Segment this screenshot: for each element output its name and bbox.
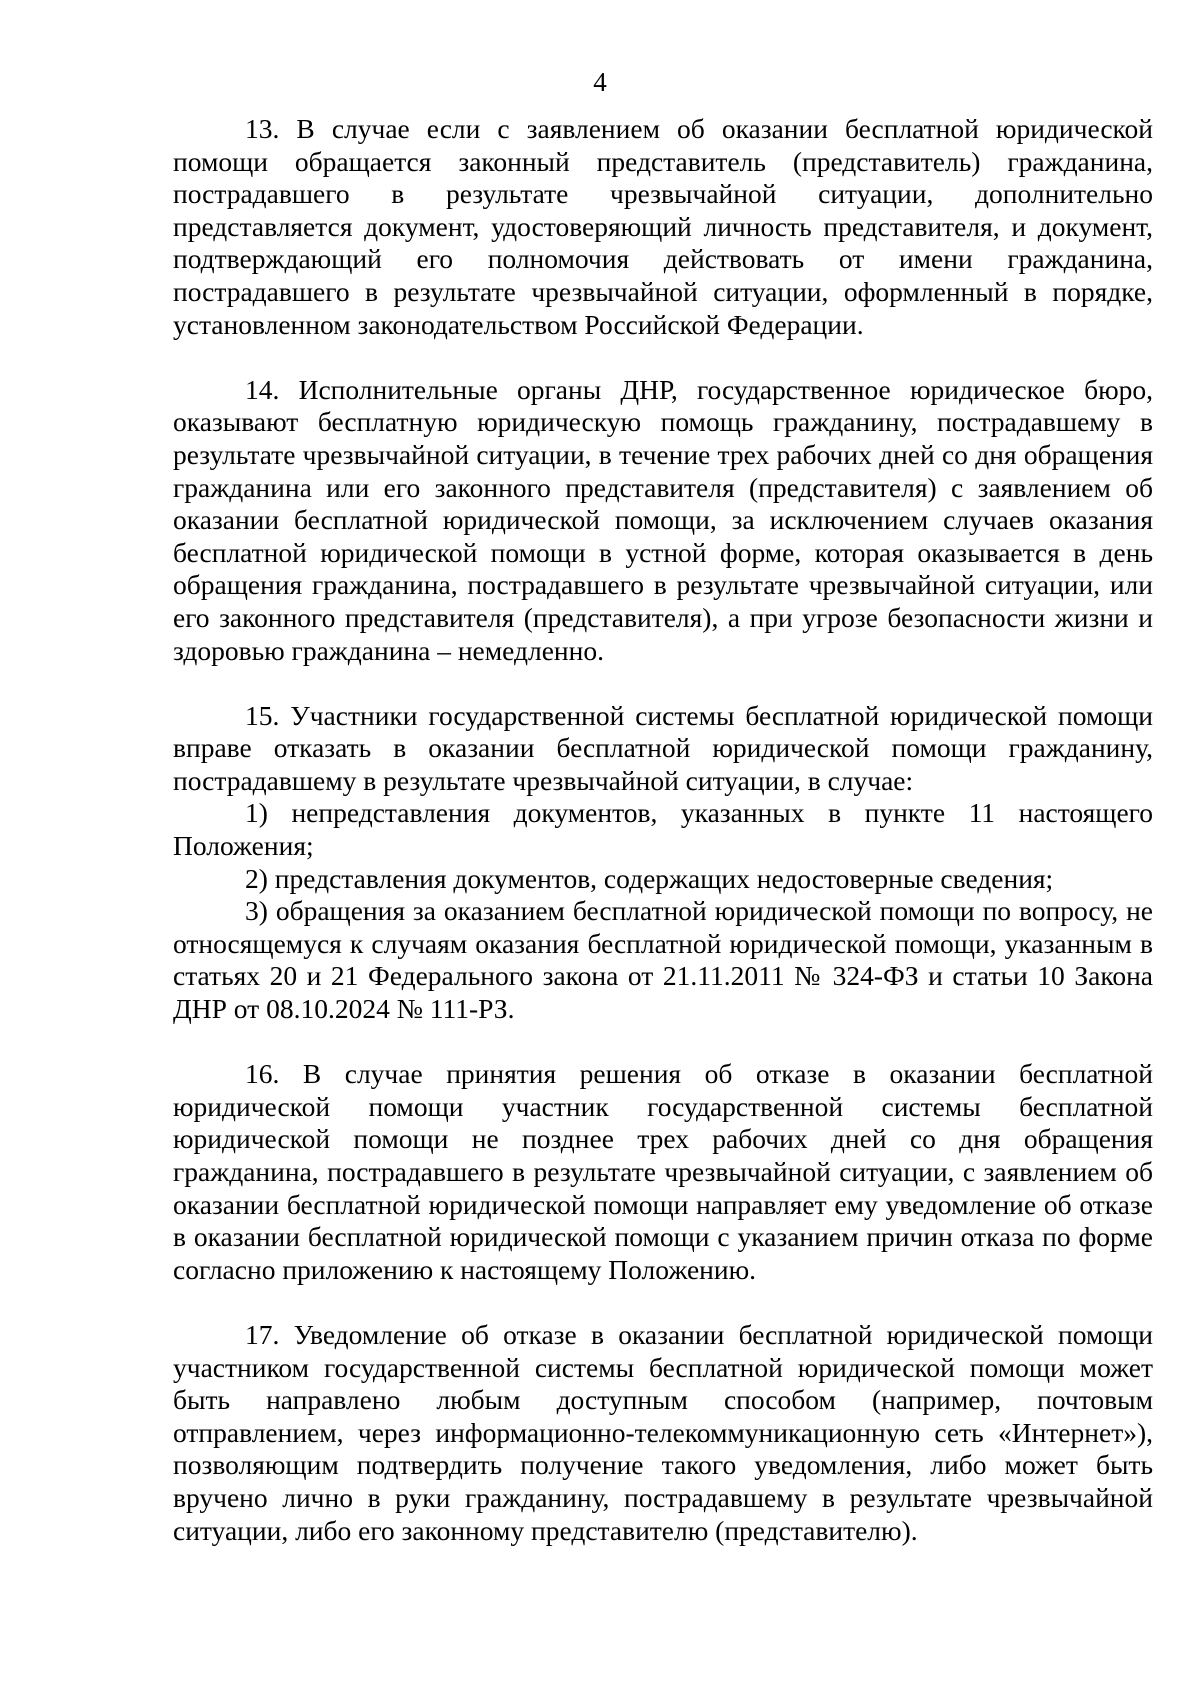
paragraph-17: 17. Уведомление об отказе в оказании бесплатной юридической помощи участником государственной системы бесплатной юридической помощи может быть направлено любым доступным способом (например, почтовым отправлением, через информационно-телекоммуникационную сеть «Интернет»), позволяющим подтвердить получение такого уведомления, либо может быть вручено лично в руки гражданину, пострадавшему в результате чрезвычайной ситуации, либо его законному представителю (представителю). bbox=[173, 1318, 1153, 1546]
paragraph-15-item-3: 3) обращения за оказанием бесплатной юридической помощи по вопросу, не относящемуся к случаям оказания бесплатной юридической помощи, указанным в статьях 20 и 21 Федерального закона от 21.11.2011 № 324-ФЗ и статьи 10 Закона ДНР от 08.10.2024 № 111-РЗ. bbox=[173, 895, 1153, 1025]
document-body bbox=[173, 113, 1153, 1547]
paragraph-15-item-2: 2) представления документов, содержащих недостоверные сведения; bbox=[245, 862, 1054, 894]
paragraph-16: 16. В случае принятия решения об отказе в оказании бесплатной юридической помощи участник государственной системы бесплатной юридической помощи не позднее трех рабочих дней со дня обращения гражданина, пострадавшего в результате чрезвычайной ситуации, с заявлением об оказании бесплатной юридической помощи направляет ему уведомление об отказе в оказании бесплатной юридической помощи с указанием причин отказа по форме согласно приложению к настоящему Положению. bbox=[173, 1058, 1153, 1285]
paragraph-13: 13. В случае если с заявлением об оказании бесплатной юридической помощи обращается законный представитель (представитель) гражданина, пострадавшего в результате чрезвычайной ситуации, дополнительно представляется документ, удостоверяющий личность представителя, и документ, подтверждающий его полномочия действовать от имени гражданина, пострадавшего в результате чрезвычайной ситуации, оформленный в порядке, установленном законодательством Российской Федерации. bbox=[173, 113, 1153, 340]
paragraph-14: 14. Исполнительные органы ДНР, государственное юридическое бюро, оказывают бесплатную юридическую помощь гражданину, пострадавшему в результате чрезвычайной ситуации, в течение трех рабочих дней со дня обращения гражданина или его законного представителя (представителя) с заявлением об оказании бесплатной юридической помощи, за исключением случаев оказания бесплатной юридической помощи в устной форме, которая оказывается в день обращения гражданина, пострадавшего в результате чрезвычайной ситуации, или его законного представителя (представителя), а при угрозе безопасности жизни и здоровью гражданина – немедленно. bbox=[173, 373, 1153, 666]
page-number: 4 bbox=[593, 67, 607, 97]
paragraph-15-item-1: 1) непредставления документов, указанных в пункте 11 настоящего Положения; bbox=[173, 797, 1153, 862]
paragraph-15: 15. Участники государственной системы бесплатной юридической помощи вправе отказать в оказании бесплатной юридической помощи гражданину, пострадавшему в результате чрезвычайной ситуации, в случае: bbox=[173, 699, 1153, 796]
